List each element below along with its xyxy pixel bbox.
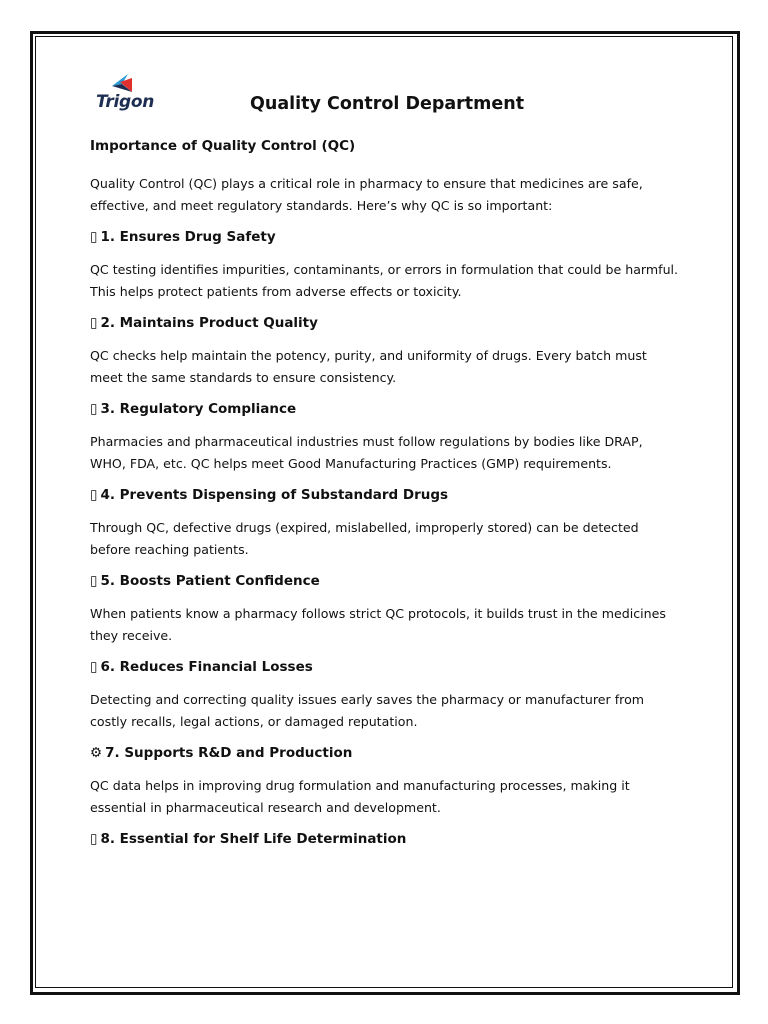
section-heading: ▯ 8. Essential for Shelf Life Determination bbox=[90, 831, 407, 847]
section-heading: ▯ 4. Prevents Dispensing of Substandard Drugs bbox=[90, 487, 449, 503]
section-paragraph: When patients know a pharmacy follows strict QC protocols, it builds trust in the medicines they receive. bbox=[90, 606, 666, 643]
box-icon: ▯ bbox=[90, 573, 98, 589]
box-icon: ▯ bbox=[90, 229, 98, 245]
box-icon: ▯ bbox=[90, 315, 98, 331]
section-paragraph: QC data helps in improving drug formulation and manufacturing processes, making it essential in pharmaceutical research and development. bbox=[90, 778, 630, 815]
section-heading: ▯ 2. Maintains Product Quality bbox=[90, 315, 318, 331]
document-content bbox=[90, 136, 680, 861]
section-paragraph: Through QC, defective drugs (expired, mislabelled, improperly stored) can be detected before reaching patients. bbox=[90, 520, 639, 557]
gear-icon: ⚙ bbox=[90, 745, 103, 761]
page-title: Quality Control Department bbox=[250, 94, 525, 114]
box-icon: ▯ bbox=[90, 659, 98, 675]
section-heading: ▯ 3. Regulatory Compliance bbox=[90, 401, 297, 417]
box-icon: ▯ bbox=[90, 487, 98, 503]
section-heading: ▯ 6. Reduces Financial Losses bbox=[90, 659, 313, 675]
section-paragraph: QC testing identifies impurities, contaminants, or errors in formulation that could be harmful. This helps protect patients from adverse effects or toxicity. bbox=[90, 262, 679, 299]
box-icon: ▯ bbox=[90, 401, 98, 417]
logo-wordmark: Trigon bbox=[96, 92, 155, 112]
trigon-logo bbox=[94, 70, 154, 116]
intro-paragraph: Quality Control (QC) plays a critical role in pharmacy to ensure that medicines are safe, effective, and meet regulatory standards. Here’s why QC is so important: bbox=[90, 176, 643, 213]
section-paragraph: QC checks help maintain the potency, purity, and uniformity of drugs. Every batch must meet the same standards to ensure consistency. bbox=[90, 348, 647, 385]
intro-heading: Importance of Quality Control (QC) bbox=[90, 138, 356, 154]
section-heading: ▯ 1. Ensures Drug Safety bbox=[90, 229, 276, 245]
section-heading: ⚙ 7. Supports R&D and Production bbox=[90, 745, 353, 761]
section-paragraph: Pharmacies and pharmaceutical industries must follow regulations by bodies like DRAP, WHO, FDA, etc. QC helps meet Good Manufacturing Practices (GMP) requirements. bbox=[90, 434, 643, 471]
box-icon: ▯ bbox=[90, 831, 98, 847]
section-paragraph: Detecting and correcting quality issues early saves the pharmacy or manufacturer from costly recalls, legal actions, or damaged reputation. bbox=[90, 692, 645, 729]
section-heading: ▯ 5. Boosts Patient Confidence bbox=[90, 573, 320, 589]
